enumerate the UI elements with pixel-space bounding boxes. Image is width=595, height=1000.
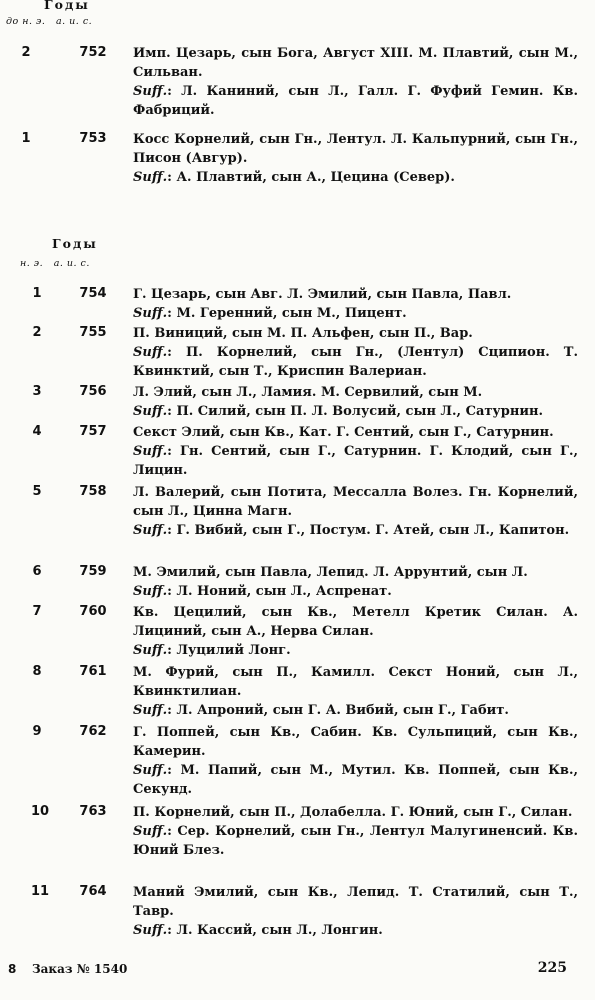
suff-label: Suff.: [133, 703, 168, 718]
year-entry: [0, 483, 595, 563]
year-entry: [0, 423, 595, 483]
print-order: Заказ № 1540: [32, 962, 128, 976]
suffect-consuls-text: : М. Папий, сын М., Мутил. Кв. Поппей, сын Кв., Секунд.: [133, 763, 578, 797]
consuls-text: Г. Цезарь, сын Авг. Л. Эмилий, сын Павла, Павл.: [133, 287, 512, 302]
consuls-text: М. Фурий, сын П., Камилл. Секст Ноний, сын Л., Квинктилиан.: [133, 665, 578, 699]
year-entry: [0, 383, 595, 423]
suffect-consuls-text: : Л. Кассий, сын Л., Лонгин.: [167, 923, 383, 938]
suffect-consuls-text: : Сер. Корнелий, сын Гн., Лентул Малугиненсий. Кв. Юний Блез.: [133, 824, 578, 858]
year-auc: 756: [79, 384, 107, 399]
consuls-text: Секст Элий, сын Кв., Кат. Г. Сентий, сын Г., Сатурнин.: [133, 425, 554, 440]
suff-label: Suff.: [133, 923, 168, 938]
year-ad: 3: [32, 384, 42, 399]
year-entry: [0, 603, 595, 663]
year-bc: 2: [21, 45, 31, 60]
year-auc: 759: [79, 564, 107, 579]
suff-label: Suff.: [133, 306, 168, 321]
consuls-text: Имп. Цезарь, сын Бога, Август XIII. М. Плавтий, сын М., Сильван.: [133, 46, 578, 80]
year-auc: 763: [79, 804, 107, 819]
year-auc: 762: [79, 724, 107, 739]
year-entry: [0, 663, 595, 723]
year-bc: 1: [21, 131, 31, 146]
year-auc: 753: [79, 131, 107, 146]
suff-label: Suff.: [133, 170, 168, 185]
year-auc: 754: [79, 286, 107, 301]
year-ad: 6: [32, 564, 42, 579]
consuls-text: П. Виниций, сын М. П. Альфен, сын П., Вар.: [133, 326, 473, 341]
suffect-consuls-text: : П. Силий, сын П. Л. Волусий, сын Л., Сатурнин.: [167, 404, 544, 419]
section1-entries: [0, 44, 595, 190]
consuls-text: М. Эмилий, сын Павла, Лепид. Л. Аррунтий, сын Л.: [133, 565, 528, 580]
consuls-text: Л. Валерий, сын Потита, Мессалла Волез. Гн. Корнелий, сын Л., Цинна Магн.: [133, 485, 578, 519]
year-auc: 764: [79, 884, 107, 899]
signature-mark: 8: [8, 962, 17, 976]
suffect-consuls-text: : Л. Ноний, сын Л., Аспренат.: [167, 584, 392, 599]
year-entry: [0, 44, 595, 130]
section2-header-columns: н. э. а. и. с.: [20, 258, 90, 269]
year-auc: 757: [79, 424, 107, 439]
suff-label: Suff.: [133, 824, 168, 839]
suff-label: Suff.: [133, 523, 168, 538]
page-footer: [0, 962, 595, 982]
consuls-text: Косс Корнелий, сын Гн., Лентул. Л. Кальпурний, сын Гн., Писон (Авгур).: [133, 132, 578, 166]
year-ad: 9: [32, 724, 42, 739]
year-ad: 11: [30, 884, 50, 899]
year-ad: 10: [30, 804, 50, 819]
suff-label: Suff.: [133, 643, 168, 658]
suff-label: Suff.: [133, 584, 168, 599]
consuls-text: Л. Элий, сын Л., Ламия. М. Сервилий, сын М.: [133, 385, 483, 400]
section1-header-columns: до н. э. а. и. с.: [6, 16, 93, 27]
suffect-consuls-text: : Г. Вибий, сын Г., Постум. Г. Атей, сын Л., Капитон.: [167, 523, 570, 538]
year-entry: [0, 324, 595, 383]
year-auc: 760: [79, 604, 107, 619]
suffect-consuls-text: : Л. Апроний, сын Г. А. Вибий, сын Г., Габит.: [167, 703, 509, 718]
suff-label: Suff.: [133, 345, 168, 360]
consuls-text: П. Корнелий, сын П., Долабелла. Г. Юний, сын Г., Силан.: [133, 805, 573, 820]
year-auc: 758: [79, 484, 107, 499]
year-entry: [0, 723, 595, 803]
consuls-text: Кв. Цецилий, сын Кв., Метелл Кретик Силан. А. Лициний, сын А., Нерва Силан.: [133, 605, 578, 639]
suffect-consuls-text: : М. Геренний, сын М., Пицент.: [167, 306, 407, 321]
suffect-consuls-text: : Л. Каниний, сын Л., Галл. Г. Фуфий Гемин. Кв. Фабриций.: [133, 84, 578, 118]
section2-header-title: Годы: [52, 236, 98, 251]
year-entry: [0, 883, 595, 943]
year-entry: [0, 803, 595, 883]
year-ad: 5: [32, 484, 42, 499]
year-ad: 1: [32, 286, 42, 301]
year-entry: [0, 563, 595, 603]
suff-label: Suff.: [133, 763, 168, 778]
consuls-text: Г. Поппей, сын Кв., Сабин. Кв. Сульпиций, сын Кв., Камерин.: [133, 725, 578, 759]
page-number: 225: [537, 960, 567, 976]
suff-label: Suff.: [133, 404, 168, 419]
year-entry: [0, 285, 595, 324]
year-ad: 7: [32, 604, 42, 619]
year-auc: 755: [79, 325, 107, 340]
suffect-consuls-text: : А. Плавтий, сын А., Цецина (Север).: [167, 170, 455, 185]
year-ad: 4: [32, 424, 42, 439]
year-auc: 752: [79, 45, 107, 60]
suffect-consuls-text: : П. Корнелий, сын Гн., (Лентул) Сципион. Т. Квинктий, сын Т., Криспин Валериан.: [133, 345, 578, 379]
suffect-consuls-text: : Луцилий Лонг.: [167, 643, 291, 658]
suff-label: Suff.: [133, 84, 168, 99]
section2-entries: [0, 285, 595, 943]
suffect-consuls-text: : Гн. Сентий, сын Г., Сатурнин. Г. Клодий, сын Г., Лицин.: [133, 444, 578, 478]
year-entry: [0, 130, 595, 190]
year-ad: 2: [32, 325, 42, 340]
year-auc: 761: [79, 664, 107, 679]
consuls-text: Маний Эмилий, сын Кв., Лепид. Т. Статилий, сын Т., Тавр.: [133, 885, 578, 919]
year-ad: 8: [32, 664, 42, 679]
section1-header-title: Годы: [44, 0, 90, 12]
suff-label: Suff.: [133, 444, 168, 459]
